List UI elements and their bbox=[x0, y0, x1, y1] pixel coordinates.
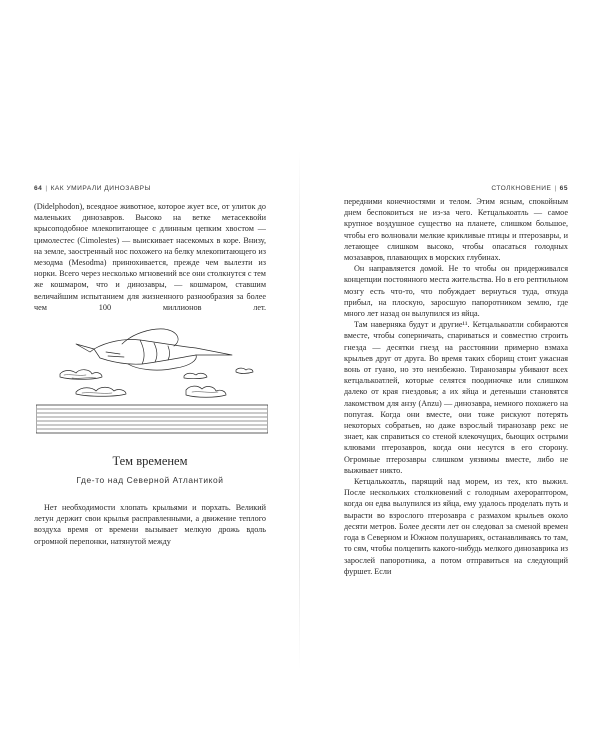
right-body-text bbox=[344, 196, 568, 577]
paragraph: (Didelphodon), всеядное животное, которое жует все, от улиток до маленьких динозавров. Высоко на ветке метасеквойи крысоподобное млекопитающее с длинным цепким хвостом — цимолестес (Cimolestes) — выискивает насекомых в коре. Внизу, на земле, заостренный нос похожего на белку млекопитающего из мезодма (Mesodma) принюхивается, прежде чем вылезти из норки. Всего через несколько мгновений все они столкнутся с тем же кошмаром, что и динозавры, — кошмаром, ставшим величайшим испытанием для жизненного разнообразия за более чем 100 миллионов лет. bbox=[34, 202, 266, 312]
section-title: Тем временем bbox=[112, 454, 188, 468]
paragraph: передними конечностями и телом. Этим ясным, спокойным днем беспокоиться не из-за чего. Кетцалькоатль — самое крупное воздушное существо на планете, слишком большое, чтобы его волновали мелкие крикливые птицы и птерозавры, и летающее слишком высоко, чтобы опасаться голодных мозазавров, плавающих в морских глубинах. bbox=[344, 197, 568, 263]
paragraph: Кетцалькоатль, парящий над морем, из тех, кто выжил. После нескольких столкновений с голодным ахерораптором, когда он едва вылупился из яйца, ему удалось проделать путь и вырасти во взрослого птерозавра с размахом крыльев около десяти метров. Более десяти лет он следовал за сменой времен года в Северном и Южном полушариях, останавливаясь то там, то сям, чтобы полцепить какого-нибудь мелкого динозаврика из зарослей папоротника, а потом отправиться на следующий фуршет. Если bbox=[344, 477, 568, 576]
left-body-text-bottom bbox=[34, 502, 266, 547]
running-head-title-left: КАК УМИРАЛИ ДИНОЗАВРЫ bbox=[50, 185, 151, 192]
page-number-left: 64 bbox=[34, 185, 43, 192]
running-head-separator: | bbox=[45, 185, 48, 192]
page-number-right: 65 bbox=[559, 185, 568, 192]
pterosaur-illustration bbox=[36, 318, 268, 443]
paragraph: Он направляется домой. Не то чтобы он придерживался концепции постоянного места жительства. Но в его рептильном мозгу есть что-то, что побуждает вернуться туда, откуда прибыл, на плоскую, заросшую папоротником землю, где много лет назад он вылупился из яйца. bbox=[344, 264, 568, 319]
left-body-text-top bbox=[34, 201, 266, 313]
section-subtitle: Где-то над Северной Атлантикой bbox=[76, 475, 224, 485]
paragraph: Нет необходимости хлопать крыльями и порхать. Великий летун держит свои крылья расправленными, а движение теплого воздуха время от времени вызывает мелкую дрожь вдоль огромной перепонки, натянутой между bbox=[34, 503, 266, 546]
running-head-left bbox=[34, 185, 151, 192]
running-head-separator: | bbox=[554, 185, 557, 192]
paragraph: Там наверняка будут и другие¹¹. Кетцалькоатли собираются вместе, чтобы соперничать, спариваться и совместно строить гнезда — десятки гнезд на расстоянии примерно взмаха крыльев друг от друга. Во время таких сборищ стоит ужасная вонь от гуано, но это неизбежно. Тиранозавры убивают всех кетцалькоатлей, которые селятся поодиночке или слишком далеко от края гнездовья; а их яйца и детеныши становятся лакомством для анзу (Anzu) — динозавра, немного похожего на попугая. Когда они вместе, они тоже рискуют потерять некоторых собратьев, но даже взрослый тиранозавр рекс не знает, как справиться со стеной клекочущих, бьющих острыми клювами птерозавров, когда они несутся в его сторону. Огромные птерозавры слишком уязвимы вместе, либо не выживает никто. bbox=[344, 320, 568, 475]
running-head-title-right: СТОЛКНОВЕНИЕ bbox=[491, 185, 552, 192]
running-head-right bbox=[491, 185, 568, 192]
